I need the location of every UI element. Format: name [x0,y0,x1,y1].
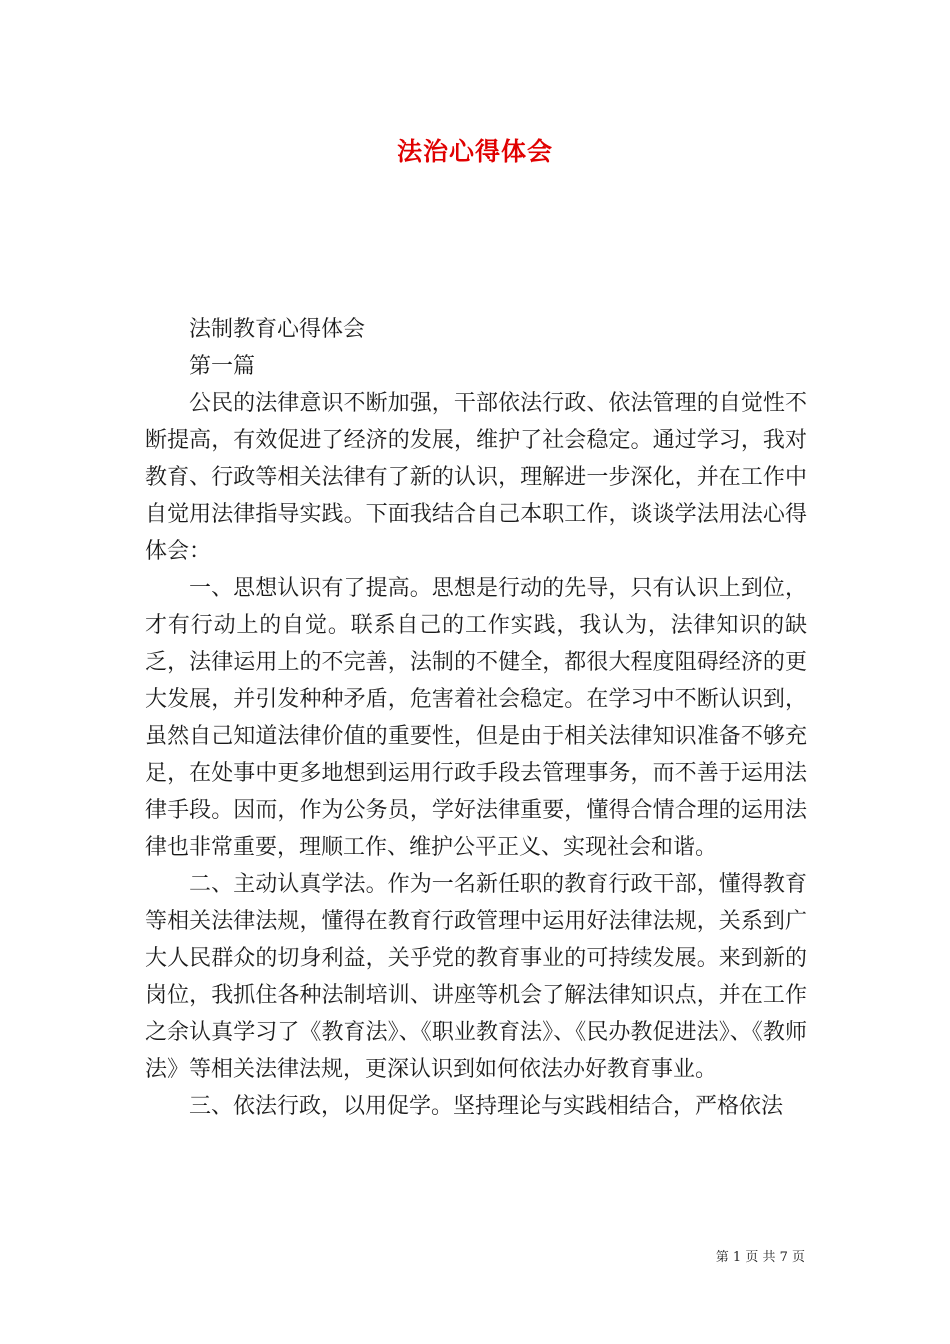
paragraph-intro: 公民的法律意识不断加强，干部依法行政、依法管理的自觉性不断提高，有效促进了经济的发展，维护了社会稳定。通过学习，我对教育、行政等相关法律有了新的认识，理解进一步深化，并在工作中自觉用法律指导实践。下面我结合自己本职工作，谈谈学法用法心得体会： [145,391,807,564]
document-subtitle: 法制教育心得体会 [189,317,366,342]
paragraph-point-three: 三、依法行政，以用促学。坚持理论与实践相结合，严格依法 [189,1094,784,1119]
paragraph-point-one: 一、思想认识有了提高。思想是行动的先导，只有认识上到位，才有行动上的自觉。联系自己的工作实践，我认为，法律知识的缺乏，法律运用上的不完善，法制的不健全，都很大程度阻碍经济的更大发展，并引发种种矛盾，危害着社会稳定。在学习中不断认识到，虽然自己知道法律价值的重要性，但是由于相关法律知识准备不够充足，在处事中更多地想到运用行政手段去管理事务，而不善于运用法律手段。因而，作为公务员，学好法律重要，懂得合情合理的运用法律也非常重要，理顺工作、维护公平正义、实现社会和谐。 [145,576,807,860]
document-title: 法治心得体会 [396,137,553,166]
document-body [145,311,807,1125]
section-label: 第一篇 [189,354,256,379]
paragraph-point-two: 二、主动认真学法。作为一名新任职的教育行政干部，懂得教育等相关法律法规，懂得在教育行政管理中运用好法律法规，关系到广大人民群众的切身利益，关乎党的教育事业的可持续发展。来到新的岗位，我抓住各种法制培训、讲座等机会了解法律知识点，并在工作之余认真学习了《教育法》、《职业教育法》、《民办教促进法》、《教师法》等相关法律法规，更深认识到如何依法办好教育事业。 [145,872,807,1082]
page-number: 第 1 页 共 7 页 [715,1250,805,1265]
